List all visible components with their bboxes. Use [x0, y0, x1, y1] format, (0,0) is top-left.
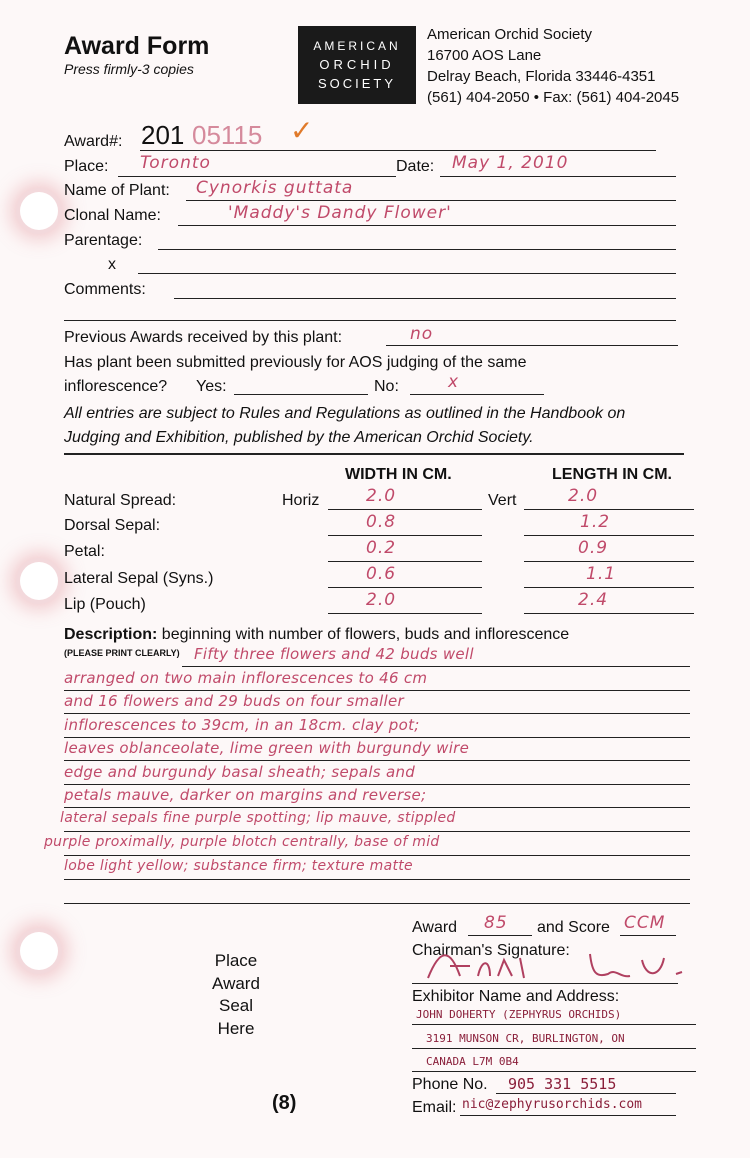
description-line-2[interactable]: arranged on two main inflorescences to 46 cm [64, 669, 428, 687]
phone-label: Phone No. [412, 1076, 488, 1093]
lateral-sepal-width[interactable]: 0.6 [366, 564, 397, 584]
petal-length[interactable]: 0.9 [578, 538, 609, 558]
yes-label: Yes: [196, 378, 227, 395]
award-label: Award [412, 919, 458, 936]
lip-length[interactable]: 2.4 [578, 590, 609, 610]
description-line-10[interactable]: lobe light yellow; substance firm; texture matte [64, 858, 413, 874]
exhibitor-line-3[interactable]: CANADA L7M 0B4 [426, 1055, 519, 1068]
previous-awards-label: Previous Awards received by this plant: [64, 329, 343, 346]
place-label: Place: [64, 158, 109, 175]
org-phone: (561) 404-2050 • Fax: (561) 404-2045 [427, 89, 680, 106]
place-value[interactable]: Toronto [140, 153, 211, 173]
measure-label-dorsal-sepal: Dorsal Sepal: [64, 517, 161, 534]
form-title: Award Form [64, 32, 210, 60]
org-name: American Orchid Society [427, 26, 593, 43]
award-value[interactable]: 85 [484, 913, 508, 933]
print-clearly-note: (PLEASE PRINT CLEARLY) [64, 648, 180, 658]
plant-name-value[interactable]: Cynorkis guttata [196, 178, 354, 198]
measure-label-lateral-sepal: Lateral Sepal (Syns.) [64, 570, 214, 587]
chairman-signature-label: Chairman's Signature: [412, 942, 570, 959]
seal-line-3: Seal [218, 996, 254, 1015]
award-seal-area [200, 950, 272, 1040]
award-number-label: Award#: [64, 133, 123, 150]
aos-logo [298, 26, 416, 104]
description-line-4[interactable]: inflorescences to 39cm, in an 18cm. clay pot; [64, 716, 420, 734]
description-line-7[interactable]: petals mauve, darker on margins and reverse; [64, 786, 427, 804]
description-label: Description: [64, 626, 158, 643]
award-check-mark: ✓ [290, 115, 314, 146]
comments-label: Comments: [64, 281, 146, 298]
award-number-prefix: 201 [141, 120, 185, 150]
lateral-sepal-length[interactable]: 1.1 [586, 564, 617, 584]
org-city: Delray Beach, Florida 33446-4351 [427, 68, 656, 85]
description-line-5[interactable]: leaves oblanceolate, lime green with burgundy wire [64, 739, 470, 757]
description-heading [64, 626, 569, 644]
natural-spread-width[interactable]: 2.0 [366, 486, 397, 506]
description-line-1[interactable]: Fifty three flowers and 42 buds well [194, 645, 474, 663]
submitted-question: Has plant been submitted previously for AOS judging of the same [64, 354, 527, 371]
clonal-name-label: Clonal Name: [64, 207, 161, 224]
logo-line-3: SOCIETY [317, 76, 397, 91]
description-instruction: beginning with number of flowers, buds and inflorescence [161, 626, 570, 643]
logo-line-1: AMERICAN [313, 39, 401, 53]
plant-name-label: Name of Plant: [64, 182, 170, 199]
exhibitor-line-2[interactable]: 3191 MUNSON CR, BURLINGTON, ON [426, 1032, 625, 1045]
length-header: LENGTH IN CM. [552, 466, 672, 483]
description-line-3[interactable]: and 16 flowers and 29 buds on four smaller [64, 692, 404, 710]
email-label: Email: [412, 1099, 457, 1116]
lip-width[interactable]: 2.0 [366, 590, 397, 610]
measure-label-petal: Petal: [64, 543, 105, 560]
clonal-name-value[interactable]: 'Maddy's Dandy Flower' [228, 203, 452, 223]
punch-hole-middle [20, 562, 58, 600]
logo-line-2: ORCHID [319, 57, 395, 72]
description-line-9[interactable]: purple proximally, purple blotch centrally, base of mid [44, 834, 440, 850]
measure-label-lip: Lip (Pouch) [64, 596, 146, 613]
phone-value[interactable]: 905 331 5515 [508, 1075, 617, 1093]
date-value[interactable]: May 1, 2010 [452, 153, 569, 173]
email-value[interactable]: nic@zephyrusorchids.com [462, 1097, 643, 1112]
seal-line-2: Award [212, 973, 260, 993]
natural-spread-length[interactable]: 2.0 [568, 486, 599, 506]
org-address [427, 24, 679, 108]
measure-label-natural-spread: Natural Spread: [64, 492, 177, 509]
description-line-8[interactable]: lateral sepals fine purple spotting; lip mauve, stippled [60, 810, 456, 826]
rules-text: All entries are subject to Rules and Regulations as outlined in the Handbook on Judging and Exhibition, published by the American Orchid Society. [64, 405, 626, 446]
petal-width[interactable]: 0.2 [366, 538, 397, 558]
no-value[interactable]: x [448, 372, 460, 392]
punch-hole-bottom [20, 932, 58, 970]
dorsal-sepal-length[interactable]: 1.2 [580, 512, 611, 532]
dorsal-sepal-width[interactable]: 0.8 [366, 512, 397, 532]
award-number-suffix: 05115 [192, 120, 263, 150]
no-label: No: [374, 378, 399, 395]
seal-line-4: Here [217, 1018, 255, 1038]
org-street: 16700 AOS Lane [427, 47, 542, 64]
previous-awards-value[interactable]: no [410, 324, 434, 344]
horiz-label: Horiz [282, 492, 320, 509]
score-value[interactable]: CCM [624, 913, 666, 933]
description-line-6[interactable]: edge and burgundy basal sheath; sepals and [64, 763, 416, 781]
parentage-x: x [108, 256, 116, 273]
vert-label: Vert [488, 492, 517, 509]
exhibitor-line-1[interactable]: JOHN DOHERTY (ZEPHYRUS ORCHIDS) [416, 1008, 622, 1021]
inflorescence-label: inflorescence? [64, 378, 168, 395]
width-header: WIDTH IN CM. [345, 466, 452, 483]
signature-scribble [420, 948, 720, 988]
date-label: Date: [396, 158, 435, 175]
footer-mark: (8) [272, 1092, 297, 1114]
score-label: and Score [537, 919, 610, 936]
seal-line-1: Place [214, 951, 258, 970]
exhibitor-label: Exhibitor Name and Address: [412, 988, 620, 1005]
form-subtitle: Press firmly-3 copies [64, 61, 194, 77]
punch-hole-top [20, 192, 58, 230]
parentage-label: Parentage: [64, 232, 143, 249]
